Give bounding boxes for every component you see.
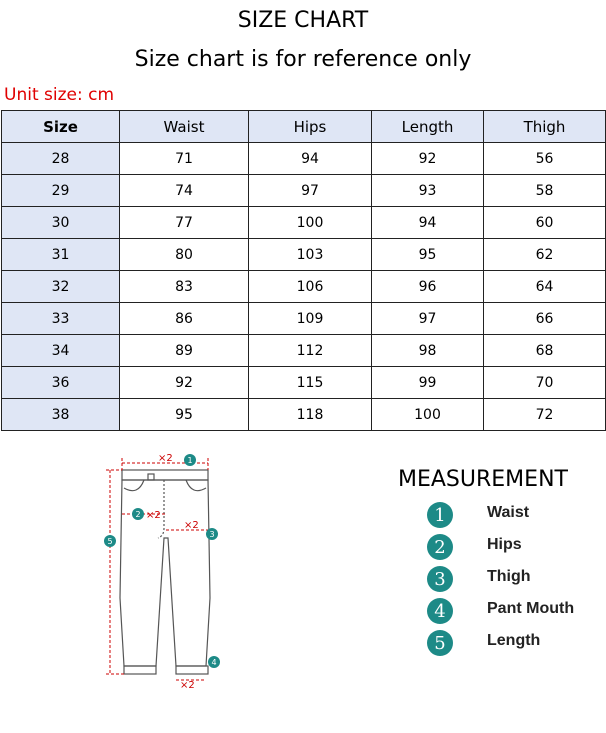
value-cell: 71: [120, 143, 249, 175]
value-cell: 58: [484, 175, 606, 207]
value-cell: 68: [484, 335, 606, 367]
table-row: [2, 367, 606, 399]
value-cell: 86: [120, 303, 249, 335]
svg-text:2: 2: [135, 510, 141, 519]
table-row: [2, 399, 606, 431]
value-cell: 100: [372, 399, 484, 431]
number-4-icon: 4: [427, 598, 453, 624]
value-cell: 56: [484, 143, 606, 175]
thigh-multiplier: ×2: [184, 520, 199, 531]
size-cell: 29: [2, 175, 120, 207]
size-cell: 36: [2, 367, 120, 399]
value-cell: 89: [120, 335, 249, 367]
value-cell: 94: [249, 143, 372, 175]
value-cell: 93: [372, 175, 484, 207]
column-header-size: Size: [2, 111, 120, 143]
table-row: [2, 143, 606, 175]
value-cell: 96: [372, 271, 484, 303]
table-row: [2, 303, 606, 335]
unit-label: Unit size: cm: [4, 85, 115, 105]
measurement-item-pant-mouth: [427, 598, 575, 624]
svg-text:3: 3: [209, 530, 215, 539]
pants-diagram: [100, 448, 230, 693]
left-cuff: [124, 666, 156, 674]
value-cell: 64: [484, 271, 606, 303]
value-cell: 112: [249, 335, 372, 367]
value-cell: 100: [249, 207, 372, 239]
table-header-row: [2, 111, 606, 143]
svg-text:5: 5: [107, 537, 113, 546]
value-cell: 74: [120, 175, 249, 207]
size-table: [1, 110, 606, 431]
table-row: [2, 175, 606, 207]
size-cell: 32: [2, 271, 120, 303]
value-cell: 94: [372, 207, 484, 239]
table-row: [2, 335, 606, 367]
value-cell: 80: [120, 239, 249, 271]
svg-text:1: 1: [187, 456, 193, 465]
table-row: [2, 271, 606, 303]
column-header-thigh: Thigh: [484, 111, 606, 143]
size-cell: 30: [2, 207, 120, 239]
page-subtitle: Size chart is for reference only: [134, 47, 472, 72]
value-cell: 98: [372, 335, 484, 367]
value-cell: 66: [484, 303, 606, 335]
waist-multiplier: ×2: [158, 453, 173, 464]
measurement-title: MEASUREMENT: [398, 467, 568, 492]
size-cell: 28: [2, 143, 120, 175]
size-cell: 31: [2, 239, 120, 271]
measurement-item-length: [427, 630, 541, 656]
table-row: [2, 239, 606, 271]
svg-text:4: 4: [211, 658, 217, 667]
number-2-icon: 2: [427, 534, 453, 560]
number-5-icon: 5: [427, 630, 453, 656]
right-cuff: [176, 666, 208, 674]
page-title: SIZE CHART: [237, 8, 369, 33]
value-cell: 103: [249, 239, 372, 271]
column-header-length: Length: [372, 111, 484, 143]
value-cell: 106: [249, 271, 372, 303]
measurement-label: Pant Mouth: [487, 600, 575, 617]
number-3-icon: 3: [427, 566, 453, 592]
fly-stitch: [158, 480, 164, 538]
value-cell: 115: [249, 367, 372, 399]
value-cell: 99: [372, 367, 484, 399]
value-cell: 92: [120, 367, 249, 399]
value-cell: 95: [372, 239, 484, 271]
value-cell: 77: [120, 207, 249, 239]
value-cell: 83: [120, 271, 249, 303]
measurement-label: Length: [487, 632, 541, 649]
left-pocket: [124, 480, 144, 491]
measurement-label: Thigh: [487, 568, 531, 585]
measurement-item-hips: [427, 534, 522, 560]
value-cell: 118: [249, 399, 372, 431]
number-1-icon: 1: [427, 502, 453, 528]
measurement-item-waist: [427, 502, 530, 528]
size-cell: 34: [2, 335, 120, 367]
size-cell: 38: [2, 399, 120, 431]
measurement-item-thigh: [427, 566, 531, 592]
column-header-hips: Hips: [249, 111, 372, 143]
value-cell: 109: [249, 303, 372, 335]
value-cell: 97: [372, 303, 484, 335]
value-cell: 95: [120, 399, 249, 431]
measurement-label: Hips: [487, 536, 522, 553]
value-cell: 97: [249, 175, 372, 207]
value-cell: 70: [484, 367, 606, 399]
hips-multiplier: ×2: [146, 510, 161, 521]
measurement-label: Waist: [487, 504, 530, 521]
value-cell: 72: [484, 399, 606, 431]
value-cell: 60: [484, 207, 606, 239]
pant-mouth-multiplier: ×2: [180, 680, 195, 691]
value-cell: 62: [484, 239, 606, 271]
column-header-waist: Waist: [120, 111, 249, 143]
size-cell: 33: [2, 303, 120, 335]
pants-outline: [120, 480, 210, 666]
right-pocket: [186, 480, 206, 491]
belt-loop: [148, 474, 154, 480]
table-row: [2, 207, 606, 239]
value-cell: 92: [372, 143, 484, 175]
pants-waistband: [122, 470, 208, 480]
